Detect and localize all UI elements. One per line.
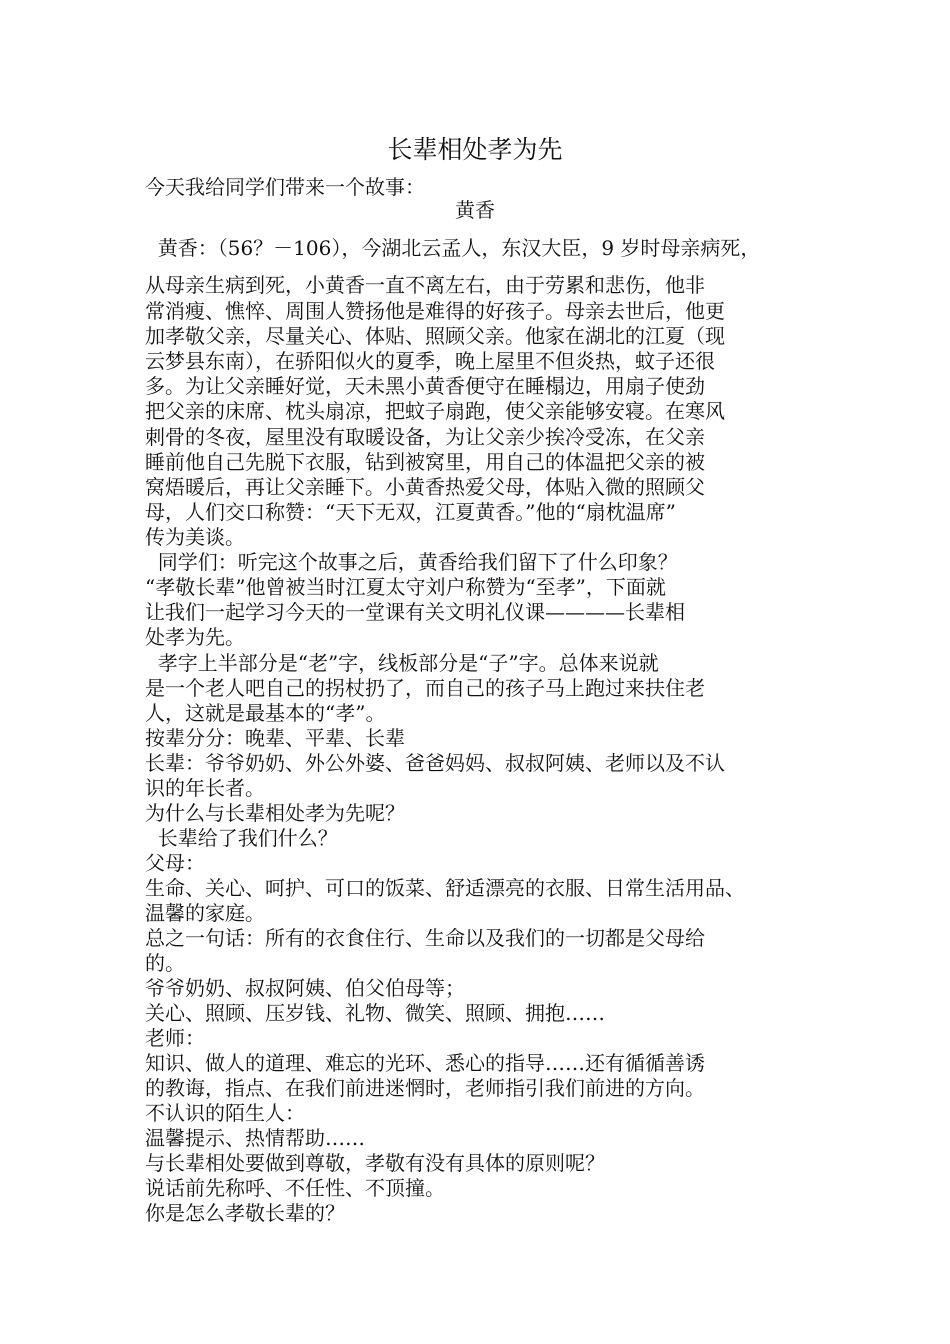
paragraph-line: 识的年长者。 — [145, 776, 265, 800]
paragraph-line: 的。 — [145, 951, 185, 975]
paragraph-line: 的教诲，指点、在我们前进迷惘时，老师指引我们前进的方向。 — [145, 1076, 705, 1100]
paragraph-line: 把父亲的床席、枕头扇凉，把蚊子扇跑，使父亲能够安寝。在寒风 — [145, 399, 725, 423]
paragraph-line: 同学们：听完这个故事之后，黄香给我们留下了什么印象？ — [145, 550, 678, 574]
paragraph-line: 人，这就是最基本的“孝”。 — [145, 701, 386, 725]
paragraph-line: 爷爷奶奶、叔叔阿姨、伯父伯母等； — [145, 976, 465, 1000]
intro-line: 今天我给同学们带来一个故事： — [145, 175, 425, 199]
paragraph-line: 让我们一起学习今天的一堂课有关文明礼仪课————长辈相 — [145, 600, 685, 624]
paragraph-line: 按辈分分：晚辈、平辈、长辈 — [145, 726, 405, 750]
paragraph-line: 长辈给了我们什么？ — [145, 826, 338, 850]
paragraph-line: 知识、做人的道理、难忘的光环、悉心的指导……还有循循善诱 — [145, 1051, 705, 1075]
paragraph-line: 加孝敬父亲，尽量关心、体贴、照顾父亲。他家在湖北的江夏（现 — [145, 324, 725, 348]
paragraph-line: 为什么与长辈相处孝为先呢？ — [145, 801, 405, 825]
paragraph-line: 常消瘦、憔悴、周围人赞扬他是难得的好孩子。母亲去世后，他更 — [145, 299, 725, 323]
paragraph-line: 温馨提示、热情帮助…… — [145, 1126, 365, 1150]
paragraph-line: 刺骨的冬夜，屋里没有取暖设备，为让父亲少挨冷受冻，在父亲 — [145, 425, 705, 449]
paragraph-line: 你是怎么孝敬长辈的？ — [145, 1201, 345, 1225]
paragraph-line: 温馨的家庭。 — [145, 901, 265, 925]
paragraph-line: 不认识的陌生人： — [145, 1101, 305, 1125]
paragraph-line: 处孝为先。 — [145, 625, 245, 649]
paragraph-line: 从母亲生病到死，小黄香一直不离左右，由于劳累和悲伤，他非 — [145, 273, 705, 297]
paragraph-line: 关心、照顾、压岁钱、礼物、微笑、照顾、拥抱…… — [145, 1001, 605, 1025]
paragraph-line: 长辈：爷爷奶奶、外公外婆、爸爸妈妈、叔叔阿姨、老师以及不认 — [145, 751, 725, 775]
paragraph-line: 与长辈相处要做到尊敬，孝敬有没有具体的原则呢？ — [145, 1151, 605, 1175]
paragraph-line: 生命、关心、呵护、可口的饭菜、舒适漂亮的衣服、日常生活用品、 — [145, 876, 745, 900]
paragraph-line: 孝字上半部分是“老”字，线板部分是“子”字。总体来说就 — [145, 651, 659, 675]
paragraph-line: 传为美谈。 — [145, 525, 245, 549]
paragraph-line: 是一个老人吧自己的拐杖扔了，而自己的孩子马上跑过来扶住老 — [145, 676, 705, 700]
paragraph-line: 睡前他自己先脱下衣服，钻到被窝里，用自己的体温把父亲的被 — [145, 450, 705, 474]
story-title: 黄香 — [455, 198, 495, 222]
paragraph-line: 多。为让父亲睡好觉，天未黑小黄香便守在睡榻边，用扇子使劲 — [145, 374, 705, 398]
paragraph-line: 父母： — [145, 851, 205, 875]
paragraph-line: 黄香：（56？－106），今湖北云孟人，东汉大臣，9 岁时母亲病死， — [145, 236, 761, 260]
paragraph-line: “孝敬长辈”他曾被当时江夏太守刘户称赞为“至孝”，下面就 — [145, 575, 666, 599]
paragraph-line: 总之一句话：所有的衣食住行、生命以及我们的一切都是父母给 — [145, 926, 705, 950]
paragraph-line: 云梦县东南），在骄阳似火的夏季，晚上屋里不但炎热，蚊子还很 — [145, 349, 715, 373]
paragraph-line: 说话前先称呼、不任性、不顶撞。 — [145, 1176, 445, 1200]
paragraph-line: 老师： — [145, 1026, 205, 1050]
paragraph-line: 窝焐暖后，再让父亲睡下。小黄香热爱父母，体贴入微的照顾父 — [145, 475, 705, 499]
paragraph-line: 母，人们交口称赞：“天下无双，江夏黄香。”他的“扇枕温席” — [145, 500, 676, 524]
document-title: 长辈相处孝为先 — [387, 135, 563, 164]
